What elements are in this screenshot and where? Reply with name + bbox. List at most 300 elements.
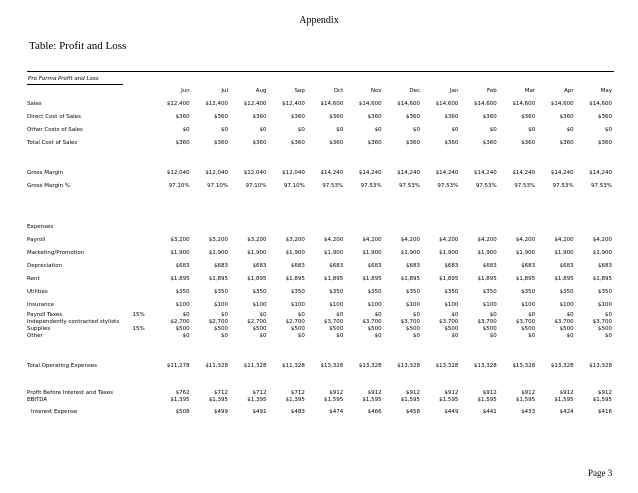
value-cell: $0 [297,333,305,339]
value-cell: $360 [329,140,344,146]
value-cell: $1,900 [554,250,574,256]
value-cell [153,221,191,234]
value-cell: $13,328 [512,363,536,369]
value-cell: $100 [367,302,382,308]
value-cell: $0 [413,312,421,318]
value-cell: 97.53% [591,183,612,189]
value-cell: $14,240 [550,170,574,176]
value-cell: $360 [214,140,229,146]
value-cell: $500 [406,326,421,332]
value-cell [422,221,460,234]
value-cell: $500 [329,326,344,332]
value-cell: $683 [406,263,421,269]
value-cell: $0 [374,333,382,339]
row-percent [124,260,153,273]
value-cell: $14,600 [397,101,421,107]
row-percent [124,397,153,404]
sheet-label: Pro Forma Profit and Loss [28,76,99,82]
value-cell: $3,700 [400,319,421,325]
value-cell: $1,595 [477,397,497,403]
value-cell: $0 [374,127,382,133]
row-percent [124,167,153,180]
value-cell: $500 [252,326,267,332]
value-cell: $1,595 [554,397,574,403]
value-cell: $360 [252,114,267,120]
value-cell: $360 [482,140,497,146]
value-cell: $683 [175,263,190,269]
value-cell: $1,900 [362,250,382,256]
table-row [27,234,614,247]
table-row [27,390,614,397]
value-cell: $14,240 [320,170,344,176]
row-percent [124,299,153,312]
month-header: Sep [294,88,305,94]
value-cell: $360 [175,114,190,120]
value-cell: $0 [221,333,229,339]
value-cell [268,221,306,234]
row-label: Other Costs of Sales [27,127,83,133]
table-row [27,247,614,260]
value-cell [307,221,345,234]
value-cell: $683 [559,263,574,269]
value-cell: $360 [444,114,459,120]
value-cell: $449 [444,409,459,415]
value-cell: 97.53% [552,183,574,189]
row-percent [124,234,153,247]
value-cell: $500 [290,326,305,332]
value-cell: $13,328 [550,363,574,369]
profit-loss-table [27,85,614,421]
month-header-row [27,85,614,98]
table-row [27,124,614,137]
value-cell: $912 [482,390,497,396]
row-percent [124,333,153,340]
value-cell: $0 [259,333,267,339]
value-cell: $1,895 [170,276,190,282]
value-cell: $11,328 [282,363,305,369]
value-cell: $360 [175,140,190,146]
value-cell: $100 [598,302,612,308]
value-cell: $3,200 [208,237,229,243]
table-row [27,98,614,111]
value-cell: $100 [252,302,267,308]
page-header: Appendix [299,15,339,26]
value-cell: $0 [566,312,574,318]
value-cell: $500 [482,326,497,332]
value-cell: $4,200 [592,237,612,243]
value-cell: $441 [482,409,497,415]
value-cell: $4,200 [477,237,497,243]
value-cell [499,221,537,234]
value-cell: $1,395 [285,397,305,403]
value-cell: $100 [290,302,305,308]
value-cell: $912 [559,390,574,396]
spacer-cell [27,150,614,167]
value-cell: $1,900 [323,250,344,256]
value-cell [384,221,422,234]
value-cell: $499 [214,409,229,415]
value-cell: $1,895 [323,276,344,282]
value-cell: $416 [598,409,612,415]
value-cell: $12,040 [166,170,190,176]
row-label: Sales [27,101,42,107]
value-cell: 97.10% [283,183,305,189]
value-cell: $100 [406,302,421,308]
value-cell: $1,900 [439,250,459,256]
row-percent [124,273,153,286]
value-cell: $13,328 [358,363,382,369]
value-cell: $1,395 [208,397,229,403]
value-cell: $3,700 [362,319,382,325]
month-header: May [600,88,612,94]
value-cell: $12,400 [166,101,190,107]
spacer-row [27,340,614,360]
row-label: Payroll [27,237,46,243]
value-cell: $0 [221,312,229,318]
row-label: Interest Expense [31,409,78,415]
row-label: Gross Margin % [27,183,71,189]
value-cell: $500 [444,326,459,332]
month-header: Jul [221,88,229,94]
table-row [27,397,614,404]
value-cell: $360 [559,140,574,146]
value-cell: $712 [214,390,229,396]
value-cell [230,221,268,234]
row-percent [124,319,153,326]
value-cell: $912 [367,390,382,396]
value-cell: $1,900 [170,250,190,256]
value-cell: $1,595 [439,397,459,403]
month-header: Feb [487,88,497,94]
value-cell: $433 [521,409,536,415]
value-cell: $350 [329,289,344,295]
spacer-cell [27,373,614,390]
value-cell: $0 [336,333,344,339]
value-cell: $100 [175,302,190,308]
value-cell: $14,240 [512,170,536,176]
row-label: Profit Before Interest and Taxes [27,390,114,396]
profit-loss-sheet [27,71,614,421]
table-row [27,221,614,234]
value-cell: $100 [482,302,497,308]
row-label: Depreciation [27,263,63,269]
value-cell: $0 [451,312,459,318]
value-cell: $1,900 [247,250,267,256]
value-cell: $11,328 [243,363,267,369]
value-cell: $3,700 [439,319,459,325]
value-cell: $683 [444,263,459,269]
month-header: Jan [449,88,459,94]
value-cell: $0 [297,127,305,133]
table-row [27,260,614,273]
value-cell: $0 [489,127,497,133]
value-cell: $14,240 [474,170,497,176]
value-cell: $912 [329,390,344,396]
value-cell: $14,240 [358,170,382,176]
value-cell: $1,895 [554,276,574,282]
value-cell: $0 [566,127,574,133]
value-cell: $360 [329,114,344,120]
value-cell: $3,200 [247,237,267,243]
value-cell: $762 [175,390,190,396]
value-cell: $0 [259,312,267,318]
value-cell: 97.10% [168,183,190,189]
value-cell: $2,700 [208,319,229,325]
value-cell: 97.53% [399,183,421,189]
value-cell: $1,895 [362,276,382,282]
value-cell: $4,200 [400,237,421,243]
value-cell: $0 [182,312,190,318]
value-cell: $0 [413,333,421,339]
value-cell: $360 [444,140,459,146]
table-row [27,299,614,312]
value-cell: $350 [367,289,382,295]
value-cell: $0 [182,333,190,339]
value-cell: $458 [406,409,421,415]
value-cell: $13,328 [474,363,497,369]
header-pct-cell [124,85,153,98]
table-row [27,111,614,124]
row-label: Utilities [27,289,48,295]
value-cell: 97.53% [475,183,497,189]
value-cell: $360 [598,114,612,120]
value-cell: $350 [290,289,305,295]
value-cell: $350 [175,289,190,295]
header-label-cell [27,85,124,98]
value-cell: $500 [598,326,612,332]
value-cell: $100 [214,302,229,308]
value-cell: $1,900 [400,250,421,256]
value-cell: $0 [605,127,612,133]
value-cell: $1,895 [477,276,497,282]
value-cell: $0 [297,312,305,318]
value-cell: 97.10% [245,183,267,189]
value-cell: $0 [374,312,382,318]
value-cell: $500 [521,326,536,332]
value-cell: $360 [521,140,536,146]
value-cell: $0 [528,127,536,133]
value-cell: $0 [489,312,497,318]
value-cell: $360 [367,114,382,120]
value-cell: 97.53% [514,183,536,189]
value-cell: $0 [528,333,536,339]
value-cell: $500 [214,326,229,332]
value-cell: $13,328 [589,363,612,369]
value-cell [460,221,498,234]
value-cell: $3,700 [592,319,612,325]
value-cell: $360 [290,140,305,146]
value-cell: $350 [559,289,574,295]
value-cell: 97.53% [437,183,459,189]
value-cell: $3,700 [323,319,344,325]
value-cell: $360 [406,140,421,146]
value-cell: $424 [559,409,574,415]
value-cell: $912 [598,390,612,396]
value-cell: 97.10% [207,183,229,189]
value-cell: $1,595 [515,397,536,403]
value-cell: $360 [482,114,497,120]
value-cell: $13,328 [435,363,459,369]
value-cell: $14,240 [397,170,421,176]
value-cell: $0 [489,333,497,339]
value-cell: $0 [182,127,190,133]
value-cell: $13,328 [320,363,344,369]
value-cell: $1,895 [247,276,267,282]
month-header: Dec [409,88,421,94]
table-row [27,319,614,326]
value-cell: $100 [444,302,459,308]
profit-loss-body [27,85,614,421]
value-cell: $0 [605,312,612,318]
row-percent [124,137,153,150]
value-cell: $712 [252,390,267,396]
value-cell: $683 [482,263,497,269]
value-cell: $500 [367,326,382,332]
value-cell: $14,600 [320,101,344,107]
table-row [27,404,614,421]
value-cell: $491 [252,409,267,415]
row-label: Supplies [27,326,51,332]
value-cell: $474 [329,409,344,415]
row-percent [124,247,153,260]
value-cell: $14,600 [512,101,536,107]
value-cell: $350 [214,289,229,295]
row-percent [124,111,153,124]
value-cell: $2,700 [247,319,267,325]
table-title: Table: Profit and Loss [29,40,127,52]
table-row [27,286,614,299]
row-percent [124,390,153,397]
value-cell: $14,600 [435,101,459,107]
value-cell: $500 [559,326,574,332]
value-cell: $1,395 [247,397,267,403]
row-label: Direct Cost of Sales [27,114,81,120]
table-row [27,167,614,180]
value-cell: $14,600 [474,101,497,107]
value-cell: $683 [598,263,612,269]
value-cell: $3,700 [477,319,497,325]
table-row [27,137,614,150]
value-cell: $2,700 [285,319,305,325]
value-cell: $912 [406,390,421,396]
value-cell: $350 [521,289,536,295]
value-cell [192,221,230,234]
value-cell: $0 [221,127,229,133]
value-cell: $3,200 [285,237,305,243]
value-cell: $0 [336,127,344,133]
value-cell: $350 [598,289,612,295]
value-cell: $1,595 [400,397,421,403]
row-label: Gross Margin [27,170,64,176]
value-cell: $1,595 [362,397,382,403]
row-label: Independently contracted stylists [27,319,120,325]
value-cell: $3,700 [515,319,536,325]
value-cell: $360 [290,114,305,120]
value-cell: $1,895 [400,276,421,282]
value-cell: $13,328 [397,363,421,369]
value-cell: $0 [451,127,459,133]
value-cell: $1,900 [477,250,497,256]
row-percent: 15% [132,312,145,318]
value-cell: $12,400 [243,101,267,107]
value-cell: $350 [252,289,267,295]
value-cell: $0 [413,127,421,133]
row-percent [124,286,153,299]
value-cell: $912 [444,390,459,396]
value-cell: $100 [329,302,344,308]
page-number: Page 3 [588,468,613,478]
spacer-cell [27,340,614,360]
value-cell: $0 [336,312,344,318]
value-cell: $4,200 [554,237,574,243]
value-cell: $14,240 [589,170,612,176]
spacer-row [27,193,614,221]
table-row [27,312,614,319]
value-cell: $360 [598,140,612,146]
value-cell [537,221,575,234]
value-cell: $11,328 [205,363,229,369]
value-cell: $683 [367,263,382,269]
row-label: Other [27,333,43,339]
value-cell: 97.53% [360,183,382,189]
row-percent: 15% [132,326,145,332]
value-cell: $14,600 [589,101,612,107]
row-label: EBITDA [27,397,48,403]
value-cell: 97.53% [322,183,344,189]
value-cell: $508 [175,409,190,415]
value-cell: $683 [214,263,229,269]
value-cell: $2,700 [170,319,190,325]
value-cell: $466 [367,409,382,415]
value-cell: $1,900 [515,250,536,256]
table-row [27,360,614,373]
row-label: Total Cost of Sales [27,140,78,146]
value-cell [576,221,614,234]
value-cell: $0 [451,333,459,339]
value-cell: $1,395 [170,397,190,403]
value-cell: $12,040 [205,170,229,176]
row-label: Marketing/Promotion [27,250,85,256]
value-cell: $12,040 [243,170,267,176]
value-cell: $683 [252,263,267,269]
row-label: Insurance [27,302,54,308]
value-cell: $0 [528,312,536,318]
row-label: Rent [27,276,40,282]
month-header: Mar [524,88,536,94]
value-cell: $350 [482,289,497,295]
value-cell: $683 [290,263,305,269]
value-cell: $360 [214,114,229,120]
value-cell: $360 [367,140,382,146]
value-cell: $14,600 [550,101,574,107]
value-cell: $100 [559,302,574,308]
value-cell: $4,200 [515,237,536,243]
value-cell: $683 [521,263,536,269]
month-header: Oct [333,88,344,94]
value-cell: $1,895 [208,276,229,282]
row-percent [124,180,153,193]
value-cell: $1,895 [515,276,536,282]
row-label: Expenses [27,224,54,230]
value-cell: $1,895 [285,276,305,282]
value-cell: $0 [566,333,574,339]
value-cell: $1,595 [592,397,612,403]
month-header: Aug [255,88,267,94]
value-cell: $14,600 [358,101,382,107]
row-percent [124,360,153,373]
value-cell: $360 [252,140,267,146]
value-cell: $500 [175,326,190,332]
